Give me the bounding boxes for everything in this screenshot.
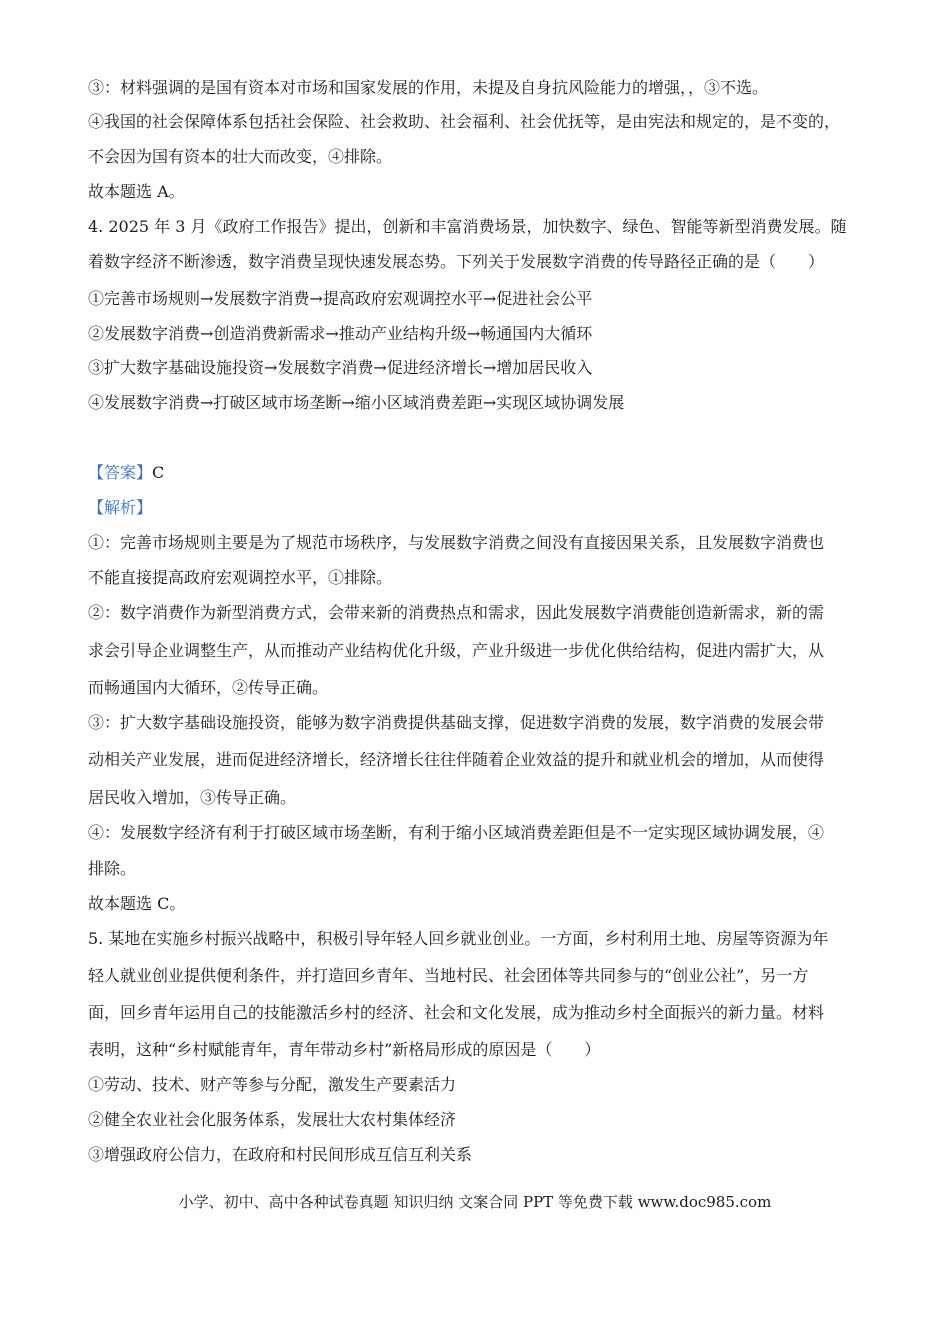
q4-statement-4: ④发展数字消费→打破区域市场垄断→缩小区域消费差距→实现区域协调发展 (88, 393, 625, 412)
q4-statement-2: ②发展数字消费→创造消费新需求→推动产业结构升级→畅通国内大循环 (88, 324, 593, 343)
analysis-label: 【解析】 (88, 498, 153, 517)
q4-analysis-3-cont: 动相关产业发展，进而促进经济增长，经济增长往往伴随着企业效益的提升和就业机会的增加，从而使得 (88, 750, 825, 769)
q4-analysis-1-cont: 不能直接提高政府宏观调控水平，①排除。 (88, 568, 393, 587)
question-5-stem: 5. 某地在实施乡村振兴战略中，积极引导年轻人回乡就业创业。一方面，乡村利用土地、房屋等资源为年 (88, 929, 829, 948)
page-footer: 小学、初中、高中各种试卷真题 知识归纳 文案合同 PPT 等免费下载 www.doc985.com (178, 1193, 772, 1211)
q5-statement-1: ①劳动、技术、财产等参与分配，激发生产要素活力 (88, 1075, 457, 1094)
answer-label: 【答案】 (88, 463, 153, 482)
answer-line (88, 463, 864, 483)
analysis-line-3: ③：材料强调的是国有资本对市场和国家发展的作用，未提及自身抗风险能力的增强，，③不选。 (88, 78, 769, 97)
question-5-stem-4: 表明，这种“乡村赋能青年，青年带动乡村”新格局形成的原因是（ ） (88, 1040, 601, 1059)
q4-analysis-3: ③：扩大数字基础设施投资，能够为数字消费提供基础支撑，促进数字消费的发展，数字消费的发展会带 (88, 713, 825, 732)
q4-analysis-2-end: 而畅通国内大循环，②传导正确。 (88, 678, 329, 697)
q5-statement-2: ②健全农业社会化服务体系，发展壮大农村集体经济 (88, 1110, 457, 1129)
q4-analysis-4: ④：发展数字经济有利于打破区域市场垄断，有利于缩小区域消费差距但是不一定实现区域协调发展，④ (88, 823, 825, 842)
answer-value: C (152, 463, 165, 482)
q4-analysis-2-cont: 求会引导企业调整生产，从而推动产业结构优化升级，产业升级进一步优化供给结构，促进内需扩大，从 (88, 641, 825, 660)
question-5-stem-2: 轻人就业创业提供便利条件，并打造回乡青年、当地村民、社会团体等共同参与的“创业公社”，另一方 (88, 966, 809, 985)
conclusion-q3: 故本题选 A。 (88, 182, 185, 201)
q4-statement-3: ③扩大数字基础设施投资→发展数字消费→促进经济增长→增加居民收入 (88, 358, 593, 377)
analysis-label-line (88, 498, 864, 518)
q5-statement-3: ③增强政府公信力，在政府和村民间形成互信互利关系 (88, 1145, 473, 1164)
analysis-line-4-cont: 不会因为国有资本的壮大而改变，④排除。 (88, 147, 393, 166)
question-4-stem-cont: 着数字经济不断渗透，数字消费呈现快速发展态势。下列关于发展数字消费的传导路径正确的是（ ） (88, 252, 825, 271)
question-5-stem-3: 面，回乡青年运用自己的技能激活乡村的经济、社会和文化发展，成为推动乡村全面振兴的新力量。材料 (88, 1003, 825, 1022)
q4-analysis-1: ①：完善市场规则主要是为了规范市场秩序，与发展数字消费之间没有直接因果关系，且发展数字消费也 (88, 533, 825, 552)
q4-analysis-4-cont: 排除。 (88, 859, 137, 878)
analysis-line-4: ④我国的社会保障体系包括社会保险、社会救助、社会福利、社会优抚等，是由宪法和规定的，是不变的， (88, 112, 841, 131)
q4-statement-1: ①完善市场规则→发展数字消费→提高政府宏观调控水平→促进社会公平 (88, 289, 593, 308)
q4-analysis-2: ②：数字消费作为新型消费方式，会带来新的消费热点和需求，因此发展数字消费能创造新需求，新的需 (88, 603, 825, 622)
question-4-stem: 4. 2025 年 3 月《政府工作报告》提出，创新和丰富消费场景，加快数字、绿色、智能等新型消费发展。随 (88, 217, 847, 236)
q4-analysis-3-end: 居民收入增加，③传导正确。 (88, 788, 297, 807)
conclusion-q4: 故本题选 C。 (88, 894, 186, 913)
